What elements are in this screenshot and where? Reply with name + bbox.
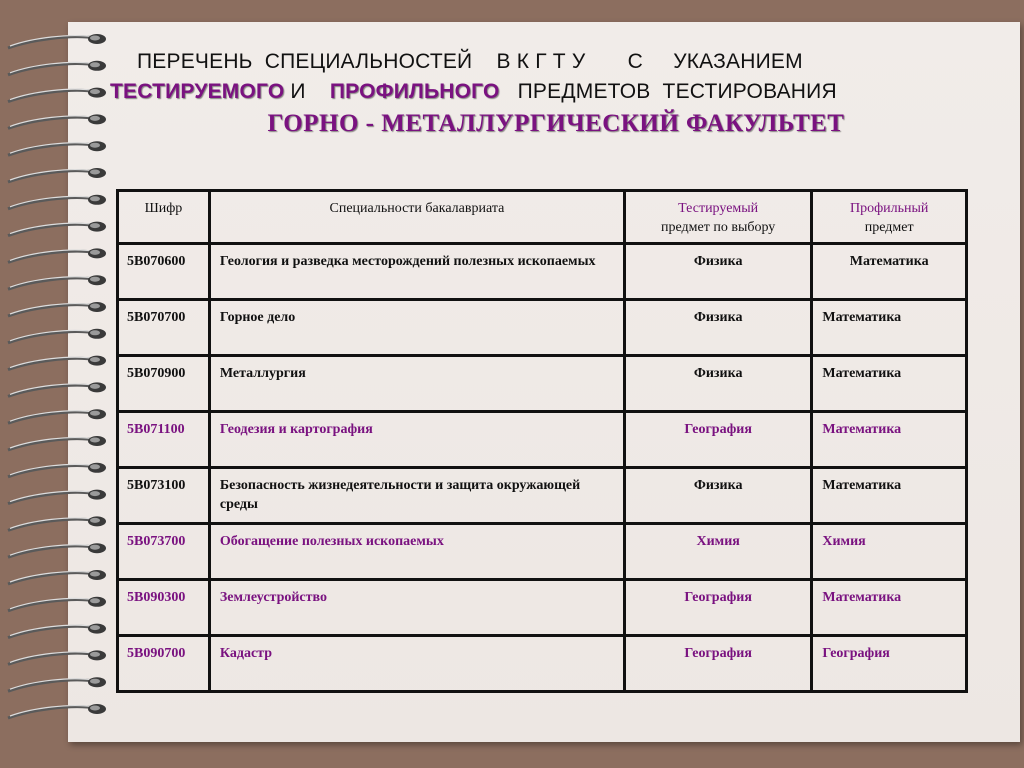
spiral-ring-icon: [8, 382, 106, 396]
title-line-2: [110, 80, 837, 104]
cell-specialty: Безопасность жизнедеятельности и защита окружающей среды: [209, 468, 624, 524]
cell-profile: Математика: [812, 580, 967, 636]
cell-tested: Химия: [624, 524, 811, 580]
cell-profile: Математика: [812, 244, 967, 300]
table-row: [118, 412, 967, 468]
table-row: [118, 580, 967, 636]
spiral-ring-icon: [8, 248, 106, 262]
cell-profile: Математика: [812, 356, 967, 412]
cell-profile: Математика: [812, 300, 967, 356]
spiral-ring-icon: [8, 409, 106, 423]
cell-profile: Химия: [812, 524, 967, 580]
title-line-1: ПЕРЕЧЕНЬ СПЕЦИАЛЬНОСТЕЙ В К Г Т У С УКАЗАНИЕМ: [137, 50, 803, 73]
spiral-ring-icon: [8, 302, 106, 316]
cell-code: 5В090700: [118, 636, 210, 692]
spiral-ring-icon: [8, 463, 106, 477]
header-tested-line1: Тестируемый: [678, 201, 759, 216]
cell-specialty: Кадастр: [209, 636, 624, 692]
spiral-ring-icon: [8, 490, 106, 504]
spiral-ring-icon: [8, 436, 106, 450]
cell-tested: Физика: [624, 356, 811, 412]
cell-profile: Математика: [812, 412, 967, 468]
spiral-ring-icon: [8, 597, 106, 611]
table-row: [118, 524, 967, 580]
cell-specialty: Геодезия и картография: [209, 412, 624, 468]
spiral-ring-icon: [8, 222, 106, 236]
faculty-title: ГОРНО - МЕТАЛЛУРГИЧЕСКИЙ ФАКУЛЬТЕТ: [267, 110, 845, 137]
spiral-ring-icon: [8, 275, 106, 289]
table-row: [118, 356, 967, 412]
spiral-ring-icon: [8, 543, 106, 557]
table-row: [118, 300, 967, 356]
spiral-ring-icon: [8, 329, 106, 343]
cell-tested: Физика: [624, 468, 811, 524]
cell-tested: География: [624, 412, 811, 468]
header-tested: [624, 191, 811, 244]
cell-specialty: Землеустройство: [209, 580, 624, 636]
cell-code: 5В070600: [118, 244, 210, 300]
header-specialty: Специальности бакалавриата: [209, 191, 624, 244]
header-tested-line2: предмет по выбору: [661, 220, 776, 235]
tested-highlight: ТЕСТИРУЕМОГО: [110, 80, 285, 103]
spiral-ring-icon: [8, 34, 106, 48]
spiral-ring-icon: [8, 195, 106, 209]
header-code: Шифр: [118, 191, 210, 244]
cell-profile: Математика: [812, 468, 967, 524]
spiral-ring-icon: [8, 168, 106, 182]
spiral-ring-icon: [8, 516, 106, 530]
spiral-ring-icon: [8, 677, 106, 691]
specialties-table: [116, 189, 968, 693]
table-row: [118, 244, 967, 300]
spiral-ring-icon: [8, 570, 106, 584]
cell-code: 5В073100: [118, 468, 210, 524]
header-profile-line1: Профильный: [849, 201, 929, 216]
table-header-row: [118, 191, 967, 244]
table-row: [118, 468, 967, 524]
cell-tested: Физика: [624, 300, 811, 356]
spiral-ring-icon: [8, 650, 106, 664]
cell-specialty: Металлургия: [209, 356, 624, 412]
cell-code: 5В090300: [118, 580, 210, 636]
cell-profile: География: [812, 636, 967, 692]
spiral-ring-icon: [8, 88, 106, 102]
spiral-ring-icon: [8, 61, 106, 75]
spiral-ring-icon: [8, 704, 106, 718]
cell-code: 5В071100: [118, 412, 210, 468]
cell-tested: География: [624, 580, 811, 636]
spiral-ring-icon: [8, 356, 106, 370]
table-row: [118, 636, 967, 692]
cell-tested: Физика: [624, 244, 811, 300]
title-and: И: [284, 80, 330, 103]
title-rest: ПРЕДМЕТОВ ТЕСТИРОВАНИЯ: [499, 80, 837, 103]
cell-specialty: Горное дело: [209, 300, 624, 356]
cell-code: 5В073700: [118, 524, 210, 580]
cell-specialty: Обогащение полезных ископаемых: [209, 524, 624, 580]
cell-tested: География: [624, 636, 811, 692]
cell-code: 5В070700: [118, 300, 210, 356]
header-profile: [812, 191, 967, 244]
spiral-ring-icon: [8, 141, 106, 155]
header-profile-line2: предмет: [864, 220, 914, 235]
spiral-ring-icon: [8, 624, 106, 638]
cell-specialty: Геология и разведка месторождений полезных ископаемых: [209, 244, 624, 300]
profile-highlight: ПРОФИЛЬНОГО: [329, 80, 500, 103]
cell-code: 5В070900: [118, 356, 210, 412]
